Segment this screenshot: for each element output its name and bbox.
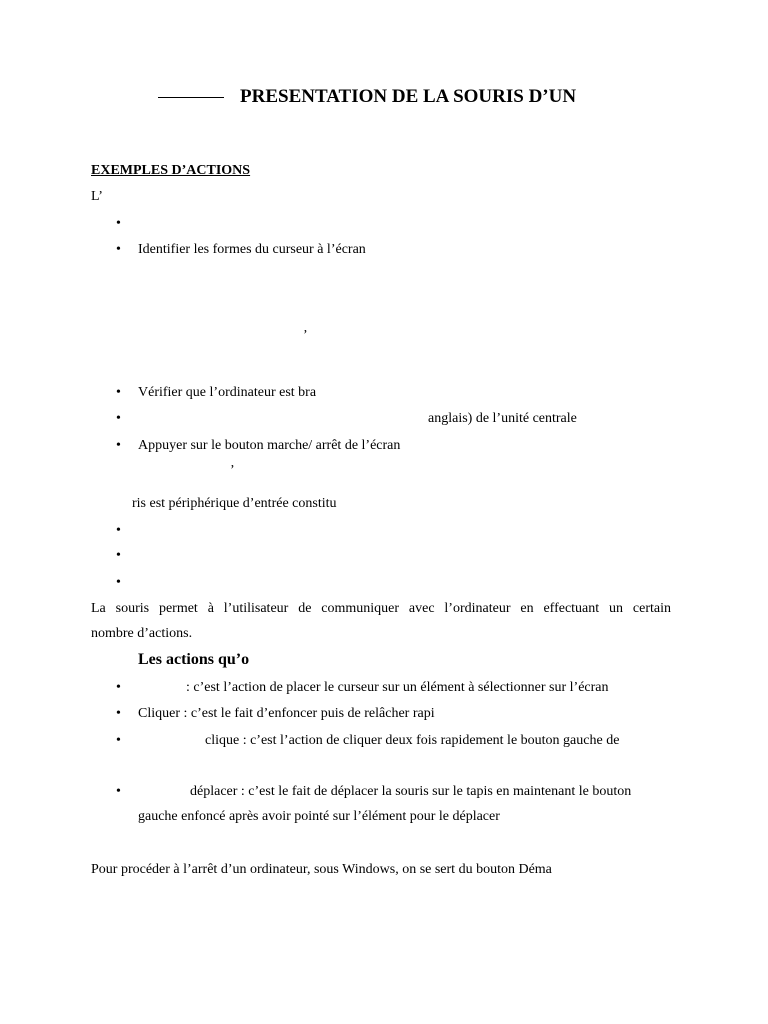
stray-mark: ’ bbox=[303, 328, 308, 343]
stray-mark: ’ bbox=[230, 463, 235, 478]
page-title bbox=[158, 85, 576, 109]
list-item: déplacer : c’est le fait de déplacer la souris sur le tapis en maintenant le bouton bbox=[190, 784, 632, 799]
bullet-marker: • bbox=[116, 523, 121, 538]
bullet-marker: • bbox=[116, 242, 121, 257]
bullet-marker: • bbox=[116, 706, 121, 721]
list-item: Vérifier que l’ordinateur est bra bbox=[138, 385, 317, 400]
section-heading-examples: EXEMPLES D’ACTIONS bbox=[91, 163, 251, 178]
page-title-text: PRESENTATION DE LA SOURIS D’UN bbox=[240, 86, 577, 107]
list-item: clique : c’est l’action de cliquer deux fois rapidement le bouton gauche de bbox=[205, 733, 620, 748]
list-item: anglais) de l’unité centrale bbox=[428, 411, 577, 426]
paragraph-line: nombre d’actions. bbox=[91, 626, 193, 641]
list-item: Identifier les formes du curseur à l’écran bbox=[138, 242, 366, 257]
bullet-marker: • bbox=[116, 575, 121, 590]
actions-heading: Les actions qu’o bbox=[138, 651, 250, 668]
list-item: Appuyer sur le bouton marche/ arrêt de l’écran bbox=[138, 438, 401, 453]
closing-paragraph: Pour procéder à l’arrêt d’un ordinateur, sous Windows, on se sert du bouton Déma bbox=[91, 862, 552, 877]
bullet-marker: • bbox=[116, 784, 121, 799]
bullet-marker: • bbox=[116, 411, 121, 426]
bullet-marker: • bbox=[116, 548, 121, 563]
title-blank-line bbox=[158, 97, 224, 98]
paragraph-line: La souris permet à l’utilisateur de communiquer avec l’ordinateur en effectuant un certain bbox=[91, 601, 671, 616]
bullet-marker: • bbox=[116, 438, 121, 453]
bullet-marker: • bbox=[116, 216, 121, 231]
list-item: Cliquer : c’est le fait d’enfoncer puis de relâcher rapi bbox=[138, 706, 435, 721]
section-intro: L’ bbox=[91, 189, 103, 204]
bullet-marker: • bbox=[116, 385, 121, 400]
mouse-definition: ris est périphérique d’entrée constitu bbox=[132, 496, 337, 511]
list-item-continuation: gauche enfoncé après avoir pointé sur l’élément pour le déplacer bbox=[138, 809, 500, 824]
list-item: : c’est l’action de placer le curseur sur un élément à sélectionner sur l’écran bbox=[186, 680, 609, 695]
bullet-marker: • bbox=[116, 733, 121, 748]
bullet-marker: • bbox=[116, 680, 121, 695]
